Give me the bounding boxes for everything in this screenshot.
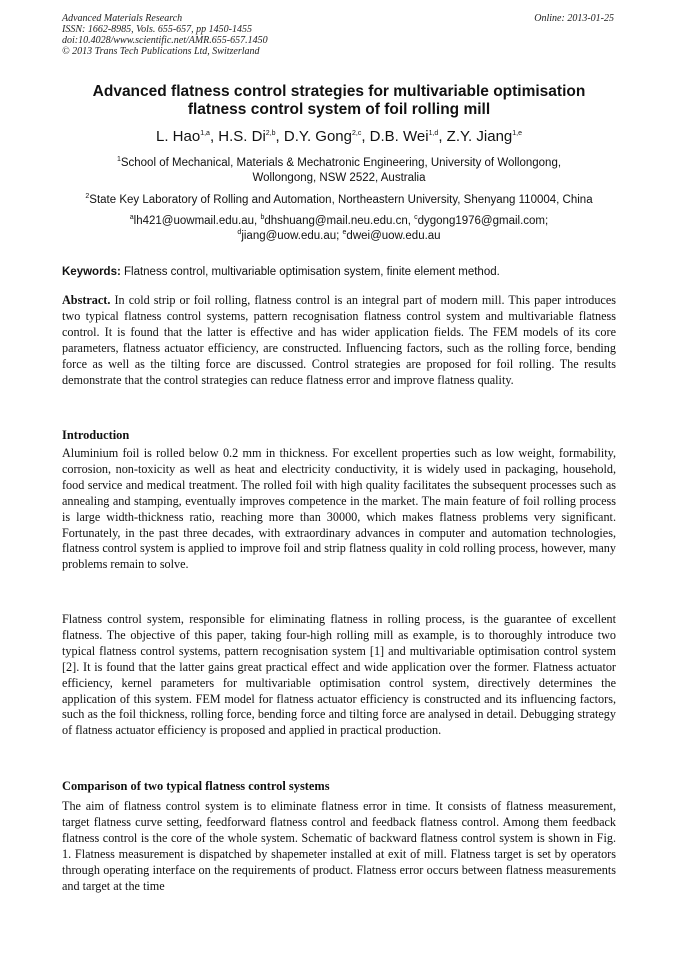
comparison-paragraph-1: The aim of flatness control system is to eliminate flatness error in time. It consists of flatness measurement, target flatness curve setting, feedforward flatness control and feedback flatness control. Among them feedback flatness control is the core of the whole system. Schematic of backward flatness control system is shown in Fig. 1. Flatness measurement is dispatched by shapemeter installed at exit of mill. Flatness target is set by operators through operating interface on the requirements of product. Flatness error occurs between flatness measurements and target at the time	[62, 799, 616, 893]
section-heading-introduction: Introduction	[62, 428, 130, 442]
abstract	[62, 293, 616, 388]
issn-line: ISSN: 1662-8985, Vols. 655-657, pp 1450-1455	[62, 24, 252, 35]
keywords	[62, 265, 616, 280]
author: D.Y. Gong$^{2,c}$,	[283, 128, 370, 145]
doi-line: doi:10.4028/www.scientific.net/AMR.655-657.1450	[62, 35, 268, 46]
introduction-paragraph-2: Flatness control system, responsible for eliminating flatness in rolling process, is the guarantee of excellent flatness. The objective of this paper, taking four-high rolling mill as example, is to thoroughly introduce two typical flatness control systems, pattern recognisation system [1] and multivariable optimisation control system [2]. It is found that the latter gains great practical effect and wide application over the former. Flatness actuator efficiency, kernel parameters for multivariable optimisation control system, directively determines the application of this system. FEM model for flatness actuator efficiency is constructed and its influencing factors, such as the foil thickness, rolling force, bending force and tilting force are analysed in detail. Debugging strategy of flatness actuator efficiency is proposed and applied in practical production.	[62, 612, 616, 738]
copyright-line: © 2013 Trans Tech Publications Ltd, Switzerland	[62, 46, 260, 57]
author-emails: $^a$lh421@uowmail.edu.au, $^b$dhshuang@mail.neu.edu.cn, $^c$dygong1976@gmail.com; $^d$jiang@uow.edu.au; $^e$dwei@uow.edu.au	[129, 214, 549, 242]
section-heading-comparison: Comparison of two typical flatness control systems	[62, 779, 330, 793]
author-list	[62, 128, 616, 146]
author: H.S. Di$^{2,b}$,	[218, 128, 284, 145]
author: Z.Y. Jiang$^{1,e}$	[446, 128, 522, 145]
paper-title	[62, 83, 616, 119]
online-date: Online: 2013-01-25	[534, 13, 614, 24]
title-line-1: Advanced flatness control strategies for multivariable optimisation	[92, 83, 586, 100]
keywords-text: Flatness control, multivariable optimisation system, finite element method.	[120, 266, 500, 278]
journal-name: Advanced Materials Research	[62, 13, 183, 24]
introduction-paragraph-1: Aluminium foil is rolled below 0.2 mm in thickness. For excellent properties such as low weight, formability, corrosion, non-toxicity as well as heat and electricity conductivity, it is widely used in packaging, household, food service and medical treatment. The rolled foil with high quality facilitates the subsequent processes such as annealing and stamping, eventually improves competence in the market. The main feature of foil rolling process is large width-thickness ratio, reaching more than 30000, which makes flatness problems very significant. Fortunately, in the past three decades, with extraordinary advances in computer and automation technologies, flatness control system is applied to improve foil and strip flatness quality in cold rolling process, however, many problems remain to solve.	[62, 446, 616, 572]
author: D.B. Wei$^{1,d}$,	[369, 128, 447, 145]
abstract-label: Abstract.	[62, 293, 111, 307]
journal-metadata	[62, 13, 268, 57]
author: L. Hao$^{1,a}$,	[156, 128, 219, 145]
affiliation-2: $^2$State Key Laboratory of Rolling and Automation, Northeastern University, Shenyang 110004, China	[85, 193, 593, 206]
keywords-label: Keywords:	[62, 266, 121, 278]
title-line-2: flatness control system of foil rolling mill	[187, 101, 491, 118]
abstract-text: In cold strip or foil rolling, flatness control is an integral part of modern mill. This paper introduces two typical flatness control systems, pattern recognisation flatness control system and multivariable flatness control. It is found that the latter is effective and has wider application fields. The FEM models of its core parameters, flatness actuator efficiency, are constructed. Influencing factors, such as the rolling force, bending force as well as the tilting force are discussed. Control strategies are proposed for foil rolling. The results demonstrate that the control strategies can reduce flatness error and improve flatness quality.	[62, 293, 616, 387]
affiliation-1: $^1$School of Mechanical, Materials & Mechatronic Engineering, University of Wollongong, Wollongong, NSW 2522, Australia	[116, 156, 562, 184]
